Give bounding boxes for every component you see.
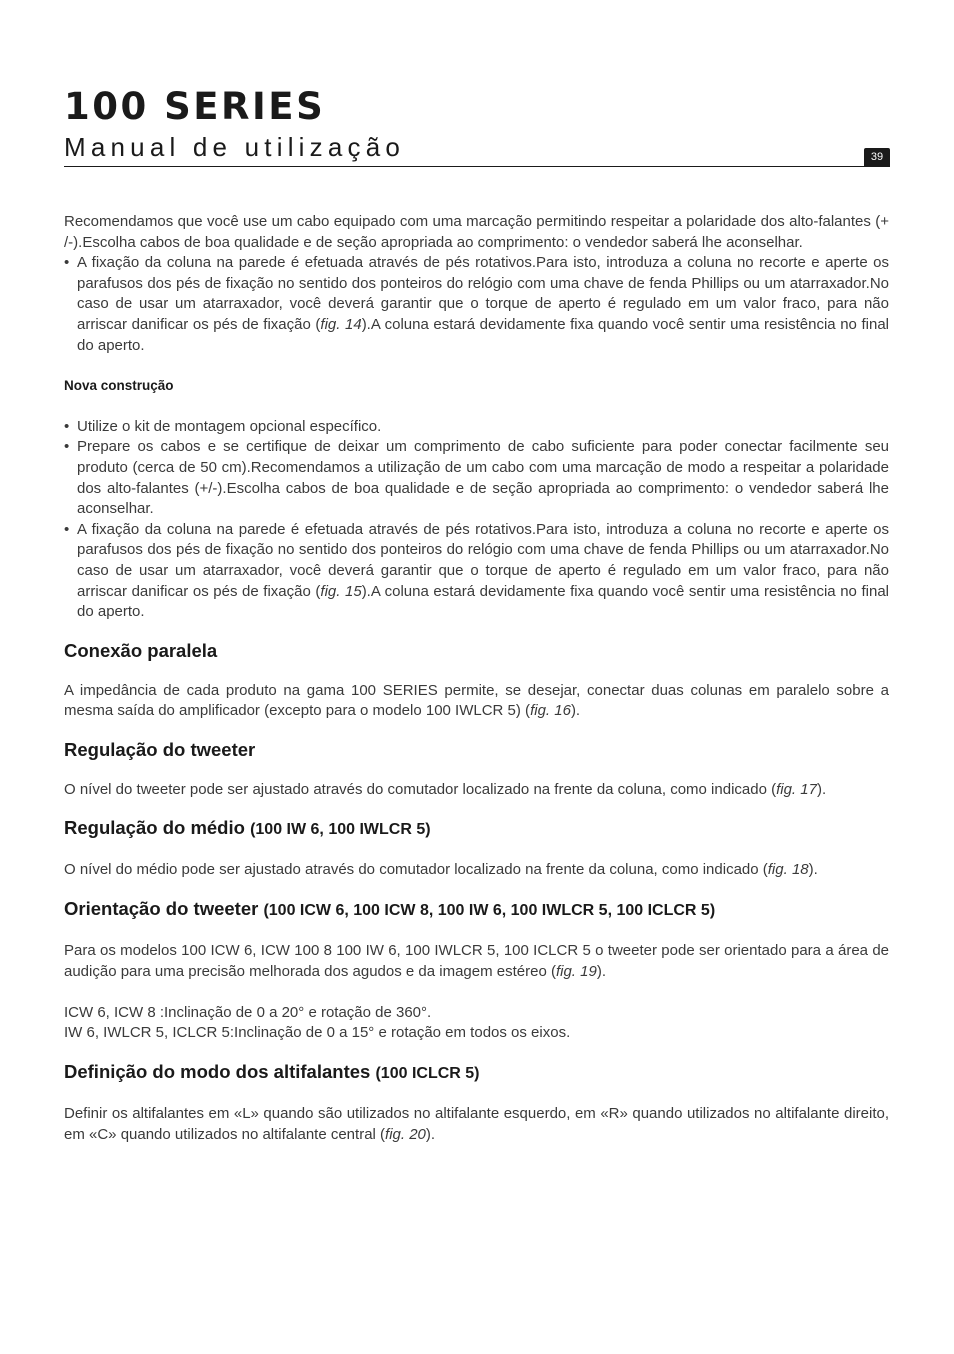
section-paragraph [64,681,889,722]
section-heading-regulacao-tweeter: Regulação do tweeter [64,738,256,760]
text-run: Definir os altifalantes em «L» quando são utilizados no altifalante esquerdo, em «R» quando utilizados no altifalante direito, em «C» quando utilizados no altifalante central ( [64,1105,889,1143]
figure-reference: fig. 15 [320,582,362,600]
figure-reference: fig. 19 [555,962,597,980]
page-title: 100 SERIES [64,85,326,128]
heading-text: Regulação do médio [64,817,245,839]
list-item [64,437,889,519]
text-run: ). [570,702,581,720]
list-item [64,417,889,438]
page-subtitle: Manual de utilização [64,132,406,162]
list-item-text: Prepare os cabos e se certifique de deixar um comprimento de cabo suficiente para poder conectar facilmente seu produto (cerca de 50 cm).Recomendamos a utilização de um cabo com uma marcação de modo a respeitar a polaridade dos alto-falantes (+/-).Escolha cabos de boa qualidade e de seção apropriada ao comprimento: o vendedor saberá lhe aconselhar. [77,438,889,518]
figure-reference: fig. 20 [385,1125,426,1143]
list-item-text [77,253,889,356]
text-run: O nível do médio pode ser ajustado através do comutador localizado na frente da coluna, como indicado ( [64,861,768,879]
figure-reference: fig. 18 [767,861,809,879]
section-heading-definicao-modo [64,1060,889,1086]
figure-reference: fig. 17 [776,780,817,798]
heading-models: (100 IW 6, 100 IWLCR 5) [250,821,431,839]
spec-line: ICW 6, ICW 8 :Inclinação de 0 a 20° e rotação de 360°. [64,1003,432,1021]
bullet-marker: • [64,438,70,456]
intro-paragraph: Recomendamos que você use um cabo equipado com uma marcação permitindo respeitar a polaridade dos alto-falantes (+ /-).Escolha cabos de boa qualidade e de seção apropriada ao comprimento: o vendedor saberá lhe aconselhar. [64,213,889,251]
text-run: ). [596,962,607,980]
spec-line: IW 6, IWLCR 5, ICLCR 5:Inclinação de 0 a 15° e rotação em todos os eixos. [64,1024,571,1042]
text-run: Para os modelos 100 ICW 6, ICW 100 8 100 IW 6, 100 IWLCR 5, 100 ICLCR 5 o tweeter pode ser orientado para a área de audição para uma precisão melhorada dos agudos e da imagem estéreo ( [64,942,889,980]
section-paragraph [64,780,889,801]
page-body [64,212,889,1145]
figure-reference: fig. 14 [320,315,362,333]
bullet-marker: • [64,417,70,435]
section-heading-conexao-paralela: Conexão paralela [64,639,218,661]
section-heading-regulacao-medio [64,816,889,842]
bullet-marker: • [64,520,70,538]
heading-text: Orientação do tweeter [64,898,259,920]
text-run: ).A coluna estará devidamente fixa quando você sentir uma resistência no final do aperto. [77,582,889,621]
text-run: ). [816,780,827,798]
text-run: ). [425,1125,436,1143]
heading-models: (100 ICW 6, 100 ICW 8, 100 IW 6, 100 IWLCR 5, 100 ICLCR 5) [263,902,716,920]
section-paragraph [64,941,889,982]
list-item-text: Utilize o kit de montagem opcional específico. [77,417,382,435]
spacer [64,982,889,1003]
text-run: A fixação da coluna na parede é efetuada através de pés rotativos.Para isto, introduza a coluna no recorte e aperte os parafusos dos pés de fixação no sentido dos ponteiros do relógio com uma chave de fenda Phillips ou um atarraxador.No caso de usar um atarraxador, você deverá garantir que o torque de aperto é regulado em um valor fraco, para não arriscar danificar os pés de fixação ( [77,254,889,333]
section-heading-nova-construcao: Nova construção [64,378,174,394]
text-run: ).A coluna estará devidamente fixa quando você sentir uma resistência no final do aperto. [77,315,889,354]
page-number-badge: 39 [864,148,890,166]
heading-models: (100 ICLCR 5) [375,1065,480,1083]
text-run: ). [808,861,818,879]
list-item [64,520,889,623]
text-run: O nível do tweeter pode ser ajustado através do comutador localizado na frente da coluna, como indicado ( [64,780,777,798]
list-item [64,253,889,356]
section-paragraph [64,1104,889,1145]
figure-reference: fig. 16 [530,702,571,720]
list-item-text [77,520,889,623]
section-heading-orientacao-tweeter [64,897,889,923]
text-run: A fixação da coluna na parede é efetuada através de pés rotativos.Para isto, introduza a coluna no recorte e aperte os parafusos dos pés de fixação no sentido dos ponteiros do relógio com uma chave de fenda Phillips ou um atarraxador.No caso de usar um atarraxador, você deverá garantir que o torque de aperto é regulado em um valor fraco, para não arriscar danificar os pés de fixação ( [77,520,889,600]
header-divider [64,166,890,167]
section-paragraph [64,860,889,881]
heading-text: Definição do modo dos altifalantes [64,1061,371,1083]
text-run: A impedância de cada produto na gama 100 SERIES permite, se desejar, conectar duas colunas em paralelo sobre a mesma saída do amplificador (excepto para o modelo 100 IWLCR 5) ( [64,681,889,720]
bullet-marker: • [64,254,70,272]
